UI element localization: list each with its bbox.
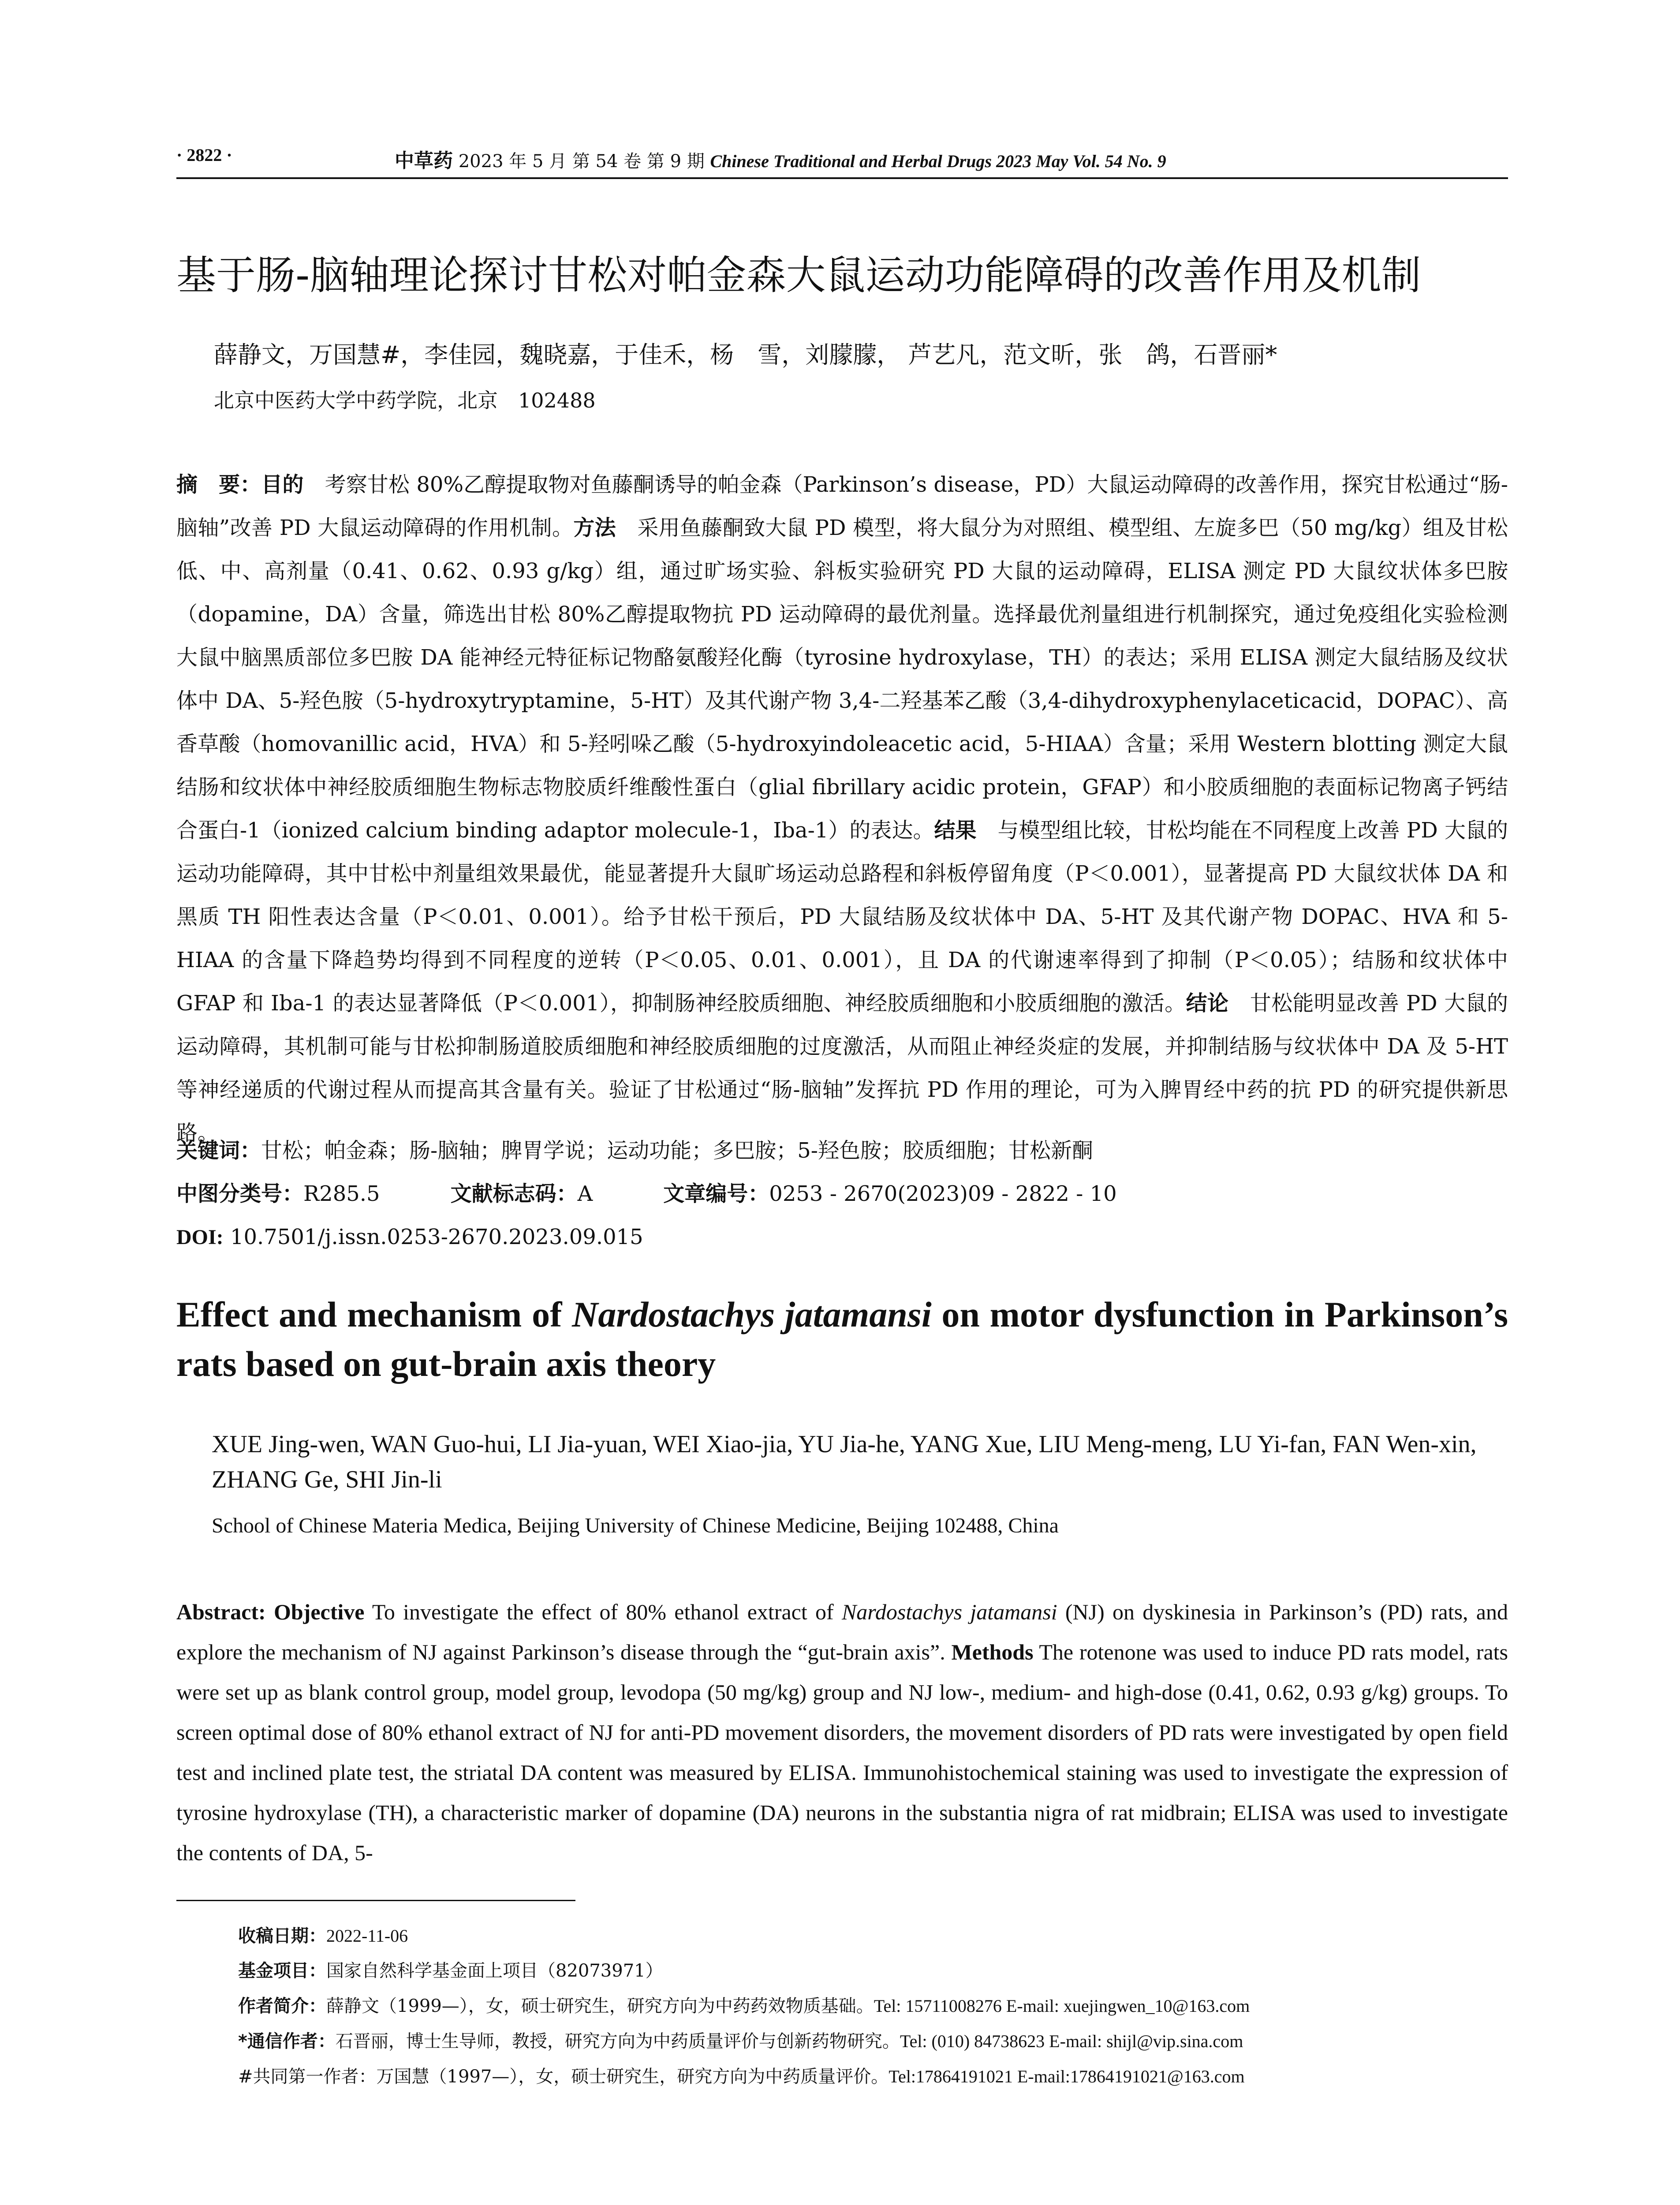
classification-line	[176, 1172, 1508, 1215]
doi-label: DOI:	[176, 1226, 224, 1249]
footnotes	[238, 1918, 1508, 2094]
article-no-label: 文章编号：	[663, 1181, 769, 1206]
fund-text: 国家自然科学基金面上项目（82073971）	[326, 1961, 663, 1981]
paper-title-cn: 基于肠-脑轴理论探讨甘松对帕金森大鼠运动功能障碍的改善作用及机制	[176, 252, 1421, 299]
footnote-author	[238, 1988, 1508, 2024]
clc-label: 中图分类号：	[176, 1181, 304, 1206]
page-number: · 2822 ·	[176, 145, 232, 165]
fund-label: 基金项目：	[238, 1961, 326, 1981]
corresponding-text: 石晋丽，博士生导师，教授，研究方向为中药质量评价与创新药物研究。	[335, 2031, 900, 2052]
article-no-value: 0253 - 2670(2023)09 - 2822 - 10	[769, 1181, 1117, 1206]
author-contact: Tel: 15711008276 E-mail: xuejingwen_10@163.com	[874, 1996, 1250, 2016]
clc-value: R285.5	[303, 1181, 380, 1206]
journal-issue-cn: 2023 年 5 月 第 54 卷 第 9 期	[458, 151, 705, 172]
title-en-part1: Effect and mechanism of	[176, 1294, 572, 1334]
journal-name-en: Chinese Traditional and Herbal Drugs 2023 May Vol. 54 No. 9	[710, 151, 1166, 171]
author-bio-label: 作者简介：	[238, 1996, 326, 2016]
methods-text-cn: 采用鱼藤酮致大鼠 PD 模型，将大鼠分为对照组、模型组、左旋多巴（50 mg/kg）组及甘松低、中、高剂量（0.41、0.62、0.93 g/kg）组，通过旷场实验、斜板实验研究 PD 大鼠的运动障碍，ELISA 测定 PD 大鼠纹状体多巴胺（dopamine，DA）含量，筛选出甘松 80%乙醇提取物抗 PD 运动障碍的最优剂量。选择最优剂量组进行机制探究，通过免疫组化实验检测大鼠中脑黑质部位多巴胺 DA 能神经元特征标记物酪氨酸羟化酶（tyrosine hydroxylase，TH）的表达；采用 ELISA 测定大鼠结肠及纹状体中 DA、5-羟色胺（5-hydroxytryptamine，5-HT）及其代谢产物 3,4-二羟基苯乙酸（3,4-dihydroxyphenylaceticacid，DOPAC）、高香草酸（homovanillic acid，HVA）和 5-羟吲哚乙酸（5-hydroxyindoleacetic acid，5-HIAA）含量；采用 Western blotting 测定大鼠结肠和纹状体中神经胶质细胞生物标志物胶质纤维酸性蛋白（glial fibrillary acidic protein，GFAP）和小胶质细胞的表面标记物离子钙结合蛋白-1（ionized calcium binding adaptor molecule-1，Iba-1）的表达。	[176, 516, 1508, 843]
running-header	[176, 145, 1508, 176]
conclusion-text-cn: 甘松能明显改善 PD 大鼠的运动障碍，其机制可能与甘松抑制肠道胶质细胞和神经胶质细胞的过度激活，从而阻止神经炎症的发展，并抑制结肠与纹状体中 DA 及 5-HT 等神经递质的代谢过程从而提高其含量有关。验证了甘松通过“肠-脑轴”发挥抗 PD 作用的理论，可为入脾胃经中药的抗 PD 的研究提供新思路。	[176, 991, 1508, 1145]
header-rule	[176, 177, 1508, 179]
doc-code-value: A	[577, 1181, 593, 1206]
corresponding-contact: Tel: (010) 84738623 E-mail: shijl@vip.sina.com	[900, 2031, 1243, 2051]
footnote-corresponding	[238, 2024, 1508, 2059]
authors-cn: 薛静文，万国慧#，李佳园，魏晓嘉，于佳禾，杨 雪，刘朦朦， 芦艺凡，范文昕，张 鸽，石晋丽*	[214, 341, 1277, 369]
methods-label-en: Methods	[951, 1640, 1034, 1664]
co-first-author-text: #共同第一作者：万国慧（1997—），女，硕士研究生，研究方向为中药质量评价。	[238, 2067, 889, 2087]
footnote-fund	[238, 1954, 1508, 1988]
species-en: Nardostachys jatamansi	[841, 1600, 1057, 1624]
results-label-cn: 结果	[934, 818, 977, 843]
abstract-cn-label: 摘 要：	[176, 472, 261, 497]
abstract-en-label: Abstract: Objective	[176, 1600, 365, 1624]
abstract-en	[176, 1592, 1508, 1873]
co-first-author-contact: Tel:17864191021 E-mail:17864191021@163.com	[889, 2067, 1245, 2086]
title-en-species: Nardostachys jatamansi	[572, 1294, 932, 1334]
received-date: 2022-11-06	[326, 1926, 408, 1946]
affiliation-cn: 北京中医药大学中药学院，北京 102488	[214, 389, 596, 412]
received-label: 收稿日期：	[238, 1926, 326, 1946]
methods-text-en: The rotenone was used to induce PD rats model, rats were set up as blank control group, model group, levodopa (50 mg/kg) group and NJ low-, medium- and high-dose (0.41, 0.62, 0.93 g/kg) groups. To screen optimal dose of 80% ethanol extract of NJ for anti-PD movement disorders, the movement disorders of PD rats were investigated by open field test and inclined plate test, the striatal DA content was measured by ELISA. Immunohistochemical staining was used to investigate the expression of tyrosine hydroxylase (TH), a characteristic marker of dopamine (DA) neurons in the substantia nigra of rat midbrain; ELISA was used to investigate the contents of DA, 5-	[176, 1640, 1508, 1865]
objective-text-cn: 考察甘松 80%乙醇提取物对鱼藤酮诱导的帕金森（Parkinson’s disease，PD）大鼠运动障碍的改善作用，探究甘松通过“肠-脑轴”改善 PD 大鼠运动障碍的作用机制。	[176, 472, 1508, 540]
footnote-received	[238, 1918, 1508, 1954]
footnote-rule	[176, 1900, 575, 1901]
keywords-text: 甘松；帕金森；肠-脑轴；脾胃学说；运动功能；多巴胺；5-羟色胺；胶质细胞；甘松新酮	[261, 1138, 1093, 1163]
journal-name-cn: 中草药	[395, 149, 453, 172]
affiliation-en: School of Chinese Materia Medica, Beijing University of Chinese Medicine, Beijing 102488, China	[212, 1514, 1059, 1537]
authors-en: XUE Jing-wen, WAN Guo-hui, LI Jia-yuan, WEI Xiao-jia, YU Jia-he, YANG Xue, LIU Meng-meng, LU Yi-fan, FAN Wen-xin, ZHANG Ge, SHI Jin-li	[212, 1431, 1477, 1493]
objective-text-en-2: (NJ) on dyskinesia in Parkinson’s (PD) rats, and explore the mechanism of NJ against Parkinson’s disease through the “gut-brain axis”.	[176, 1600, 1508, 1664]
author-bio-text: 薛静文（1999—），女，硕士研究生，研究方向为中药药效物质基础。	[326, 1996, 874, 2016]
results-text-cn: 与模型组比较，甘松均能在不同程度上改善 PD 大鼠的运动功能障碍，其中甘松中剂量组效果最优，能显著提升大鼠旷场运动总路程和斜板停留角度（P＜0.001），显著提高 PD 大鼠纹状体 DA 和黑质 TH 阳性表达含量（P＜0.01、0.001）。给予甘松干预后，PD 大鼠结肠及纹状体中 DA、5-HT 及其代谢产物 DOPAC、HVA 和 5-HIAA 的含量下降趋势均得到不同程度的逆转（P＜0.05、0.01、0.001），且 DA 的代谢速率得到了抑制（P＜0.05）；结肠和纹状体中 GFAP 和 Iba-1 的表达显著降低（P＜0.001），抑制肠神经胶质细胞、神经胶质细胞和小胶质细胞的激活。	[176, 818, 1508, 1016]
footnote-co-first	[238, 2059, 1508, 2094]
conclusion-label-cn: 结论	[1186, 991, 1229, 1016]
title-en-part2: on motor dysfunction in Parkinson’s rats based on gut-brain axis theory	[176, 1294, 1508, 1384]
methods-label-cn: 方法	[573, 516, 616, 540]
abstract-cn	[176, 463, 1508, 1155]
corresponding-label: *通信作者：	[238, 2031, 336, 2052]
doc-code-label: 文献标志码：	[450, 1181, 578, 1206]
keywords-line	[176, 1129, 1508, 1172]
keywords-block	[176, 1129, 1508, 1259]
doi-line	[176, 1215, 1508, 1259]
objective-text-en-1: To investigate the effect of 80% ethanol extract of	[364, 1600, 842, 1624]
doi-value: 10.7501/j.issn.0253-2670.2023.09.015	[230, 1225, 643, 1249]
keywords-label: 关键词：	[176, 1138, 261, 1163]
objective-label-cn: 目的	[261, 472, 304, 497]
journal-title	[395, 145, 1508, 173]
paper-title-en	[176, 1290, 1508, 1389]
